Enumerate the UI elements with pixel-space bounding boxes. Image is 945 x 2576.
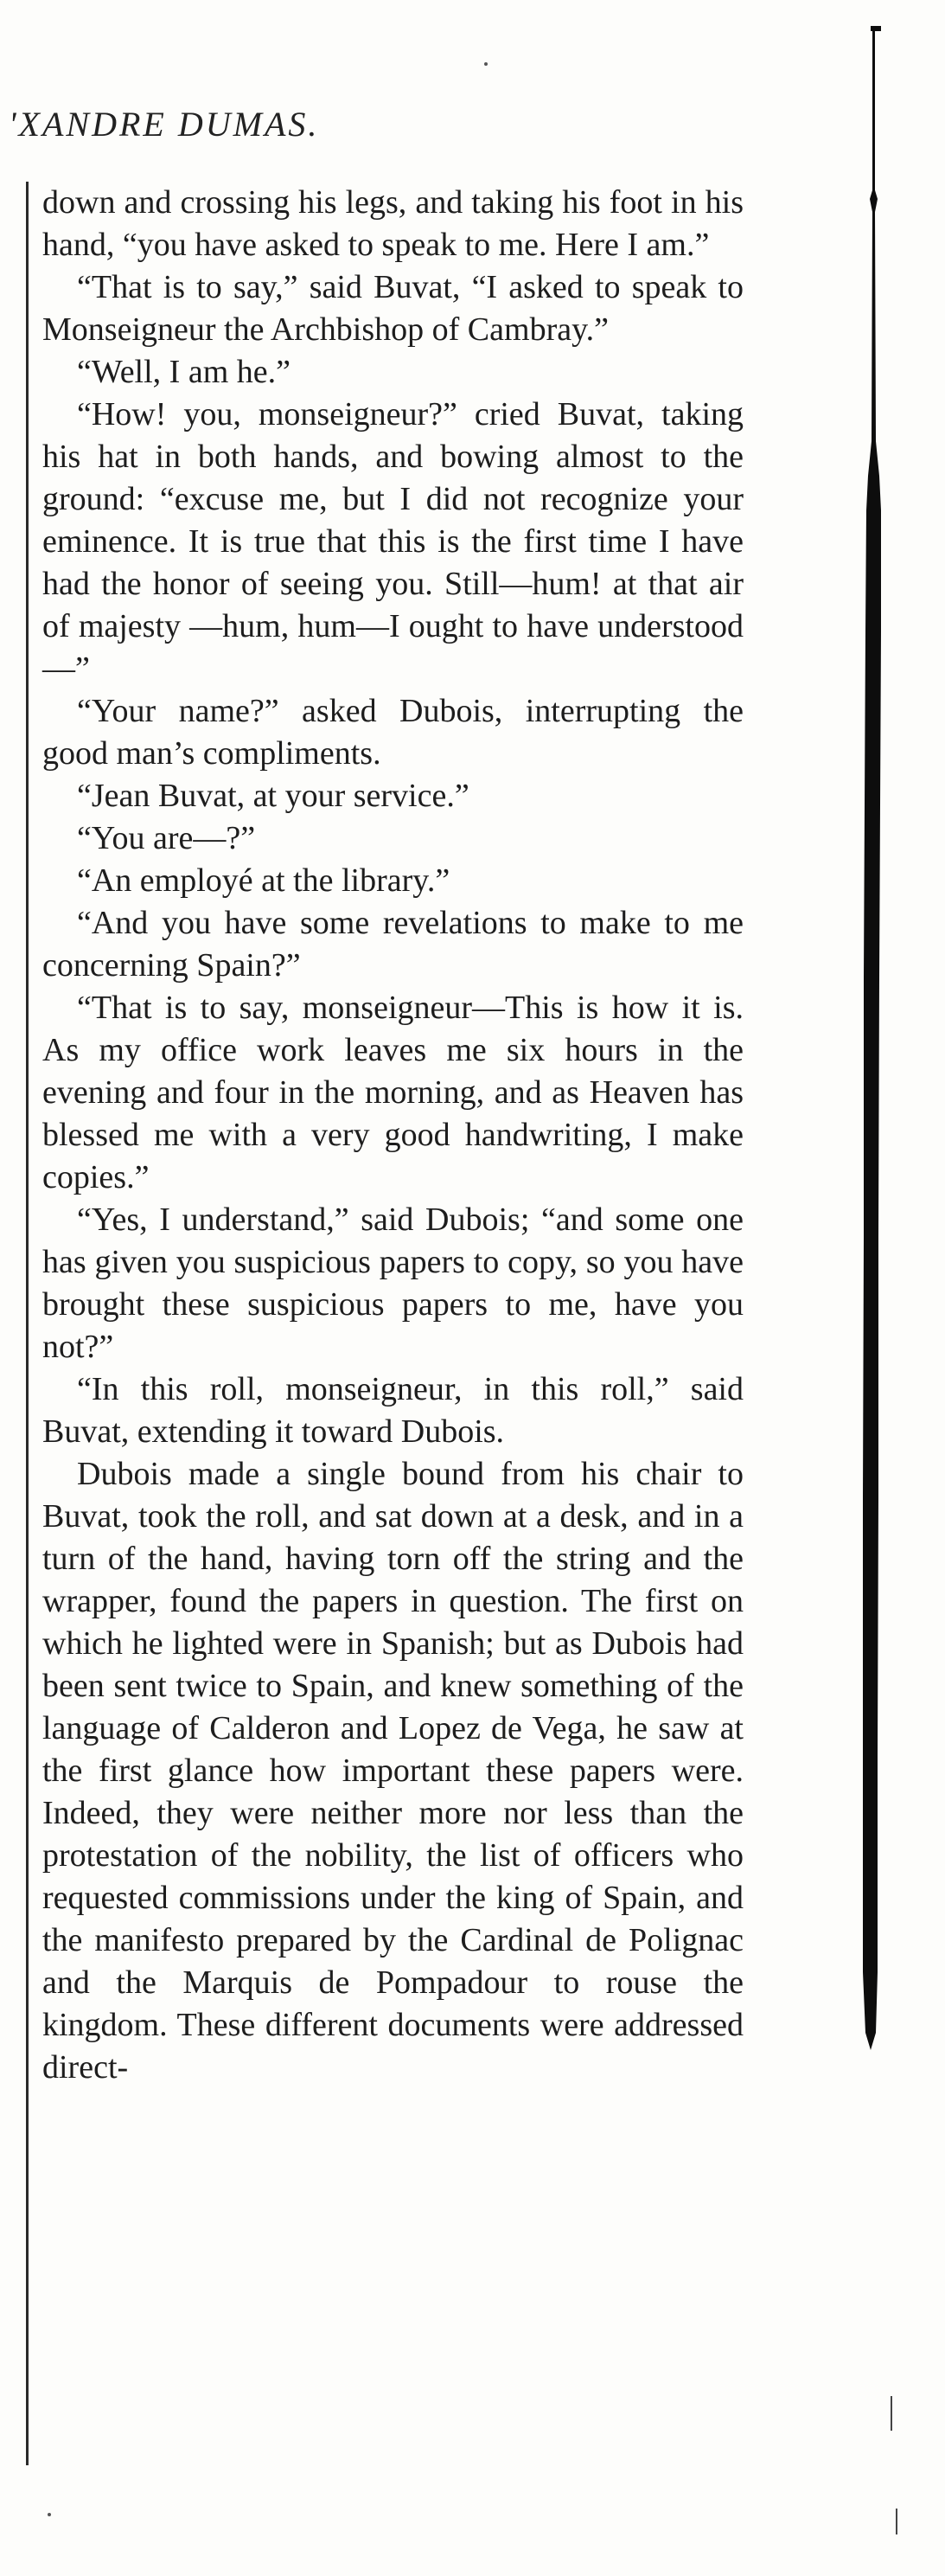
page-speck (484, 62, 488, 66)
paragraph-13: Dubois made a single bound from his chair to Buvat, took the roll, and sat down at a desk, and in a turn of the hand, having torn off the string and the wrapper, found the papers in question. The first on which he lighted were in Spanish; but as Dubois had been sent twice to Spain, and knew something of the language of Calderon and Lopez de Vega, he saw at the first glance how important these papers were. Indeed, they were neither more nor less than the protestation of the nobility, the list of officers who requested commissions under the king of Spain, and the manifesto prepared by the Cardinal de Polignac and the Marquis de Pompadour to rouse the kingdom. These different documents were addressed direct- (42, 1456, 744, 2086)
running-head: 'XANDRE DUMAS. (9, 105, 320, 144)
paragraph-6: “Jean Buvat, at your service.” (77, 778, 469, 814)
paragraph-11: “Yes, I understand,” said Dubois; “and some one has given you suspicious papers to copy, so you have brought these suspicious papers to me, have you not?” (42, 1201, 744, 1365)
binding-shadow (852, 26, 886, 2059)
page-speck (48, 2513, 51, 2516)
paragraph-10: “That is to say, monseigneur—This is how it is. As my office work leaves me six hours in the evening and four in the morning, and as Heaven has blessed me with a very good handwriting, I make copies.” (42, 990, 744, 1195)
text-column (26, 182, 744, 2465)
paragraph-1: down and crossing his legs, and taking his foot in his hand, “you have asked to speak to me. Here I am.” (42, 184, 744, 263)
page-mark (891, 2396, 892, 2431)
paragraph-7: “You are—?” (77, 820, 256, 856)
page-mark (896, 2509, 897, 2534)
paragraph-12: “In this roll, monseigneur, in this roll,” said Buvat, extending it toward Dubois. (42, 1371, 744, 1450)
paragraph-8: “An employé at the library.” (77, 862, 450, 899)
paragraph-9: “And you have some revelations to make to me concerning Spain?” (42, 905, 744, 984)
paragraph-5: “Your name?” asked Dubois, interrupting the good man’s compliments. (42, 693, 744, 772)
paragraph-4: “How! you, monseigneur?” cried Buvat, taking his hat in both hands, and bowing almost to the ground: “excuse me, but I did not recognize your eminence. It is true that this is the first time I have had the honor of seeing you. Still—hum! at that air of majesty —hum, hum—I ought to have understood—” (42, 396, 744, 687)
paragraph-2: “That is to say,” said Buvat, “I asked to speak to Monseigneur the Archbishop of Cambray.” (42, 269, 744, 348)
paragraph-3: “Well, I am he.” (77, 354, 291, 390)
binding-shadow-graphic (852, 26, 886, 2059)
